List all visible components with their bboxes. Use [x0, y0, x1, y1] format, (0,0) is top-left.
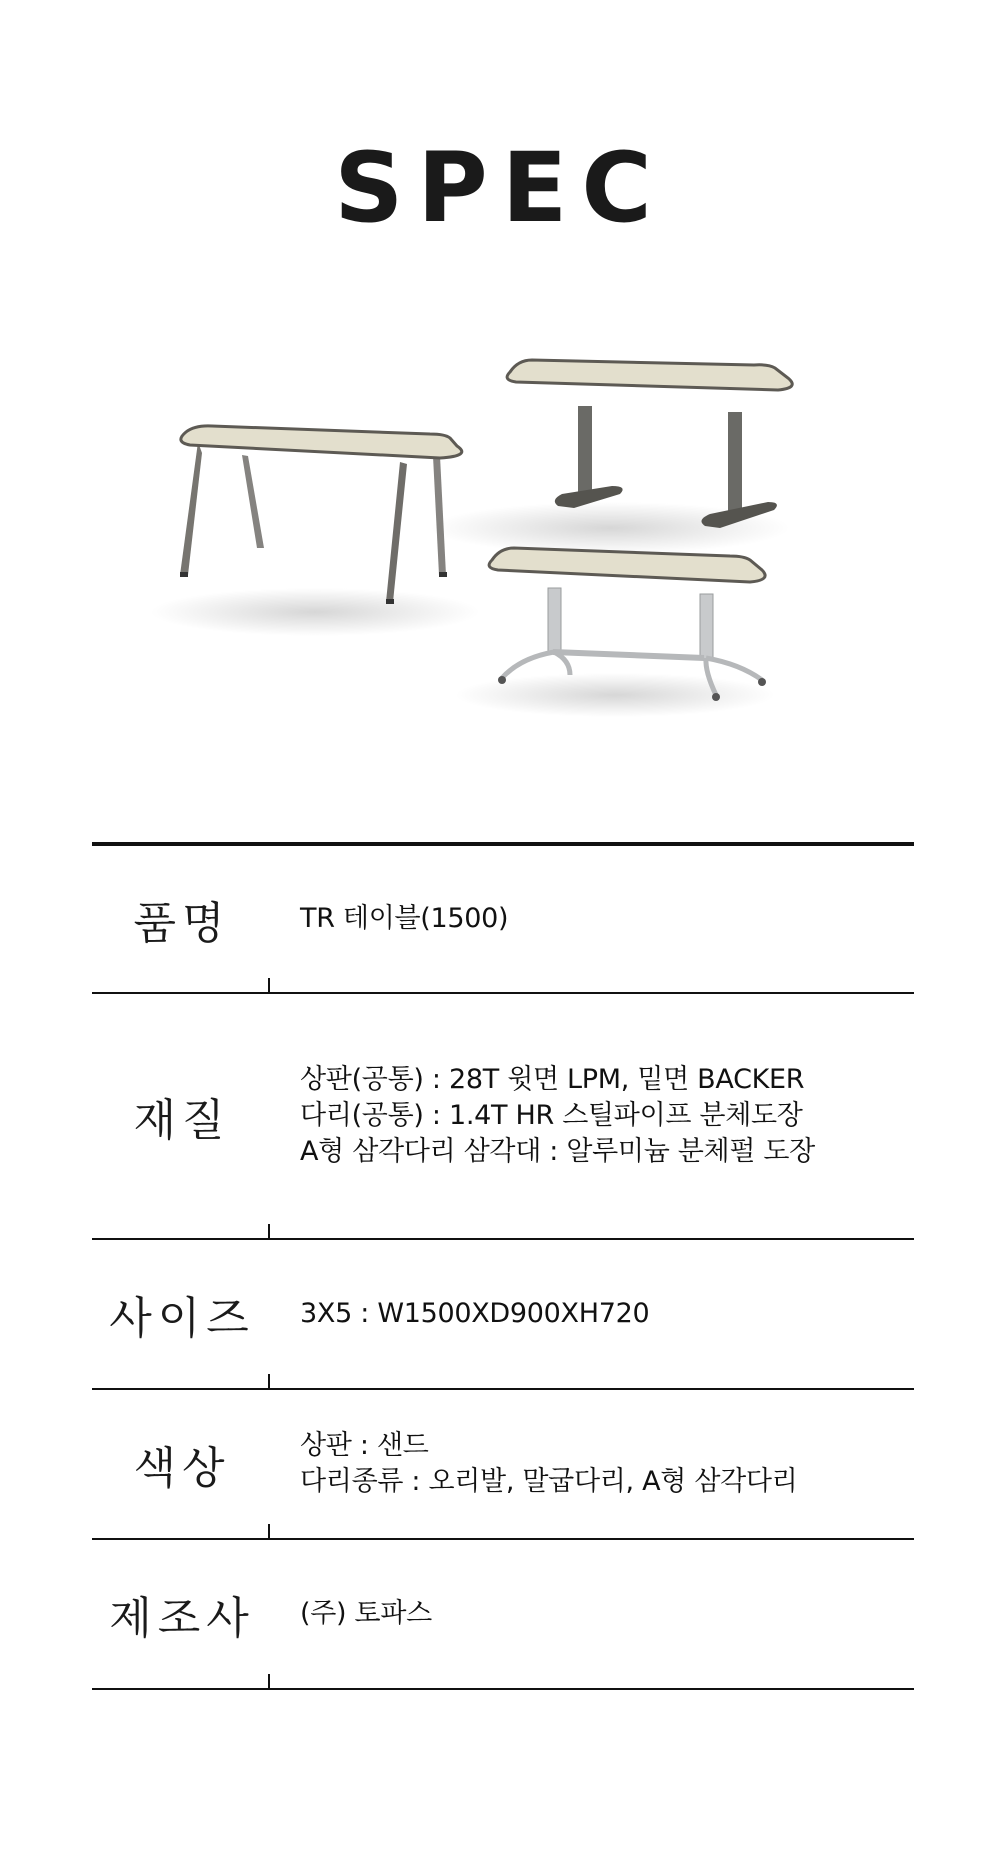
spec-value-line: 상판(공통) : 28T 윗면 LPM, 밑면 BACKER	[300, 1064, 805, 1095]
row-divider-tick	[268, 1524, 270, 1538]
spec-label: 재질	[133, 1095, 231, 1146]
product-illustration	[150, 350, 850, 770]
spec-value-line: 다리종류 : 오리발, 말굽다리, A형 삼각다리	[300, 1466, 798, 1497]
page-title: SPEC	[334, 132, 666, 244]
spec-value-line: TR 테이블(1500)	[300, 903, 509, 934]
row-divider-tick	[268, 978, 270, 992]
row-divider-tick	[268, 1374, 270, 1388]
spec-value	[272, 901, 508, 937]
table-t-base-legs	[430, 360, 792, 554]
table-horseshoe-legs	[455, 548, 775, 717]
spec-table	[92, 842, 914, 1690]
spec-label: 사이즈	[109, 1293, 255, 1344]
spec-row-material	[92, 994, 914, 1240]
spec-label: 품명	[133, 898, 231, 949]
spec-value	[272, 1428, 797, 1500]
spec-row-product-name	[92, 846, 914, 994]
spec-value-line: A형 삼각다리 삼각대 : 알루미늄 분체펄 도장	[300, 1136, 815, 1167]
spec-value-line: 다리(공통) : 1.4T HR 스틸파이프 분체도장	[300, 1100, 803, 1131]
row-divider-tick	[268, 1674, 270, 1688]
spec-value	[272, 1596, 432, 1632]
spec-row-color	[92, 1390, 914, 1540]
spec-value-line: 상판 : 샌드	[300, 1430, 429, 1461]
spec-label: 제조사	[109, 1593, 255, 1644]
spec-row-manufacturer	[92, 1540, 914, 1690]
table-a-frame-legs	[150, 426, 480, 636]
spec-row-size	[92, 1240, 914, 1390]
spec-value-line: (주) 토파스	[300, 1598, 432, 1629]
row-divider-tick	[268, 1224, 270, 1238]
spec-value	[272, 1062, 815, 1170]
spec-value	[272, 1296, 649, 1332]
spec-value-line: 3X5 : W1500XD900XH720	[300, 1298, 650, 1329]
spec-label: 색상	[133, 1443, 231, 1494]
